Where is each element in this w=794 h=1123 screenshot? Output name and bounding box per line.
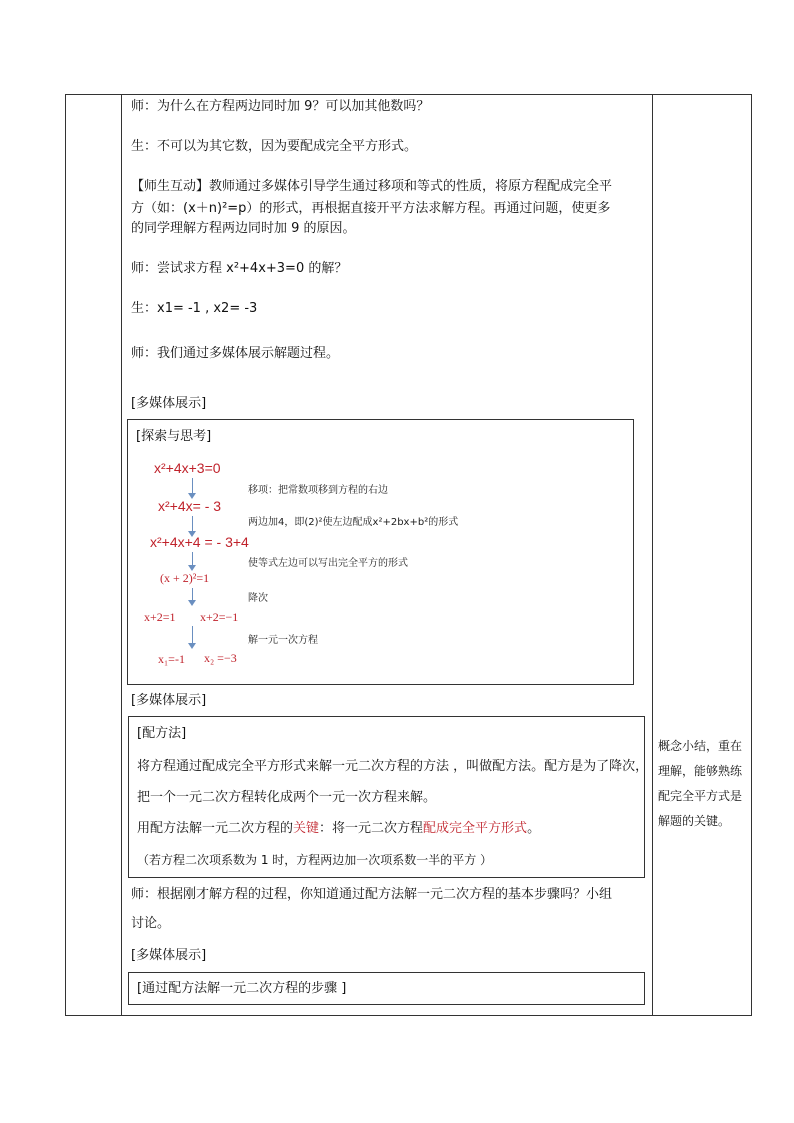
step5-note: 解一元一次方程 <box>248 635 318 646</box>
teacher-question-why-add-9: 师：为什么在方程两边同时加 9？可以加其他数吗？ <box>131 99 430 114</box>
side-note-line-1: 概念小结，重在 <box>658 739 743 753</box>
media-label-3: [多媒体展示] <box>131 948 207 963</box>
step3-note: 使等式左边可以写出完全平方的形式 <box>248 558 408 569</box>
step2-equation: x²+4x= - 3 <box>158 498 222 514</box>
key-word: 关键 <box>293 821 320 836</box>
question-line-1: 师：根据刚才解方程的过程，你知道通过配方法解一元二次方程的基本步骤吗？小组 <box>131 887 613 902</box>
method-note: （若方程二次项系数为 1 时，方程两边加一次项系数一半的平方 ） <box>137 853 493 867</box>
method-box <box>128 716 649 878</box>
side-note-line-2: 理解，能够熟练 <box>658 764 743 778</box>
teacher-show-process: 师：我们通过多媒体展示解题过程。 <box>131 346 340 361</box>
method-box-title: [配方法] <box>137 726 187 741</box>
media-label-1: [多媒体展示] <box>131 396 207 411</box>
step5-equation-b: x+2=−1 <box>200 610 239 624</box>
interaction-line-1: 【师生互动】教师通过多媒体引导学生通过移项和等式的性质，将原方程配成完全平 <box>131 179 613 194</box>
column-divider-right <box>652 95 653 1015</box>
key-prefix: 用配方法解一元二次方程的 <box>137 821 294 836</box>
question-line-2: 讨论。 <box>131 916 171 931</box>
method-key-line <box>137 819 540 839</box>
step4-note: 降次 <box>248 593 268 604</box>
interaction-line-2: 方（如：(x＋n)²=p）的形式，再根据直接开平方法求解方程。再通过问题，使更多 <box>131 201 611 216</box>
column-divider-left <box>121 95 122 1015</box>
interaction-line-3: 的同学理解方程两边同时加 9 的原因。 <box>131 221 356 236</box>
step3-equation: x²+4x+4 = - 3+4 <box>150 534 249 550</box>
explore-box <box>127 419 634 685</box>
teacher-try-solve: 师：尝试求方程 x²+4x+3=0 的解？ <box>131 261 348 276</box>
explore-box-title: [探索与思考] <box>136 429 212 444</box>
student-answer-why-add-9: 生：不可以为其它数，因为要配成完全平方形式。 <box>131 139 418 154</box>
step4-equation: (x + 2)²=1 <box>160 571 210 585</box>
steps-box <box>128 972 645 1005</box>
key-end: 。 <box>527 821 541 836</box>
student-solution: 生：x1= -1 , x2= -3 <box>131 301 258 316</box>
media-label-2: [多媒体展示] <box>131 693 207 708</box>
step6-equation-a: x₁=-1 <box>158 652 185 666</box>
key-mid: ：将一元二次方程 <box>319 821 424 836</box>
side-note-line-4: 解题的关键。 <box>658 814 731 828</box>
key-red-text: 配成完全平方形式 <box>423 821 528 836</box>
method-definition-line-2: 把一个一元二次方程转化成两个一元一次方程来解。 <box>137 790 437 805</box>
side-note <box>658 734 748 834</box>
step6-equation-b: x₂ =−3 <box>204 651 237 665</box>
side-note-line-3: 配完全平方式是 <box>658 789 743 803</box>
step1-equation: x²+4x+3=0 <box>154 460 221 476</box>
method-definition-line-1: 将方程通过配成完全平方形式来解一元二次方程的方法 ，叫做配方法。配方是为了降次， <box>137 759 649 774</box>
step2-note: 两边加4，即(2)²使左边配成x²+2bx+b²的形式 <box>248 517 459 528</box>
steps-box-title: [通过配方法解一元二次方程的步骤 ] <box>137 981 347 996</box>
step5-equation-a: x+2=1 <box>144 610 176 624</box>
step1-note: 移项：把常数项移到方程的右边 <box>248 485 388 496</box>
